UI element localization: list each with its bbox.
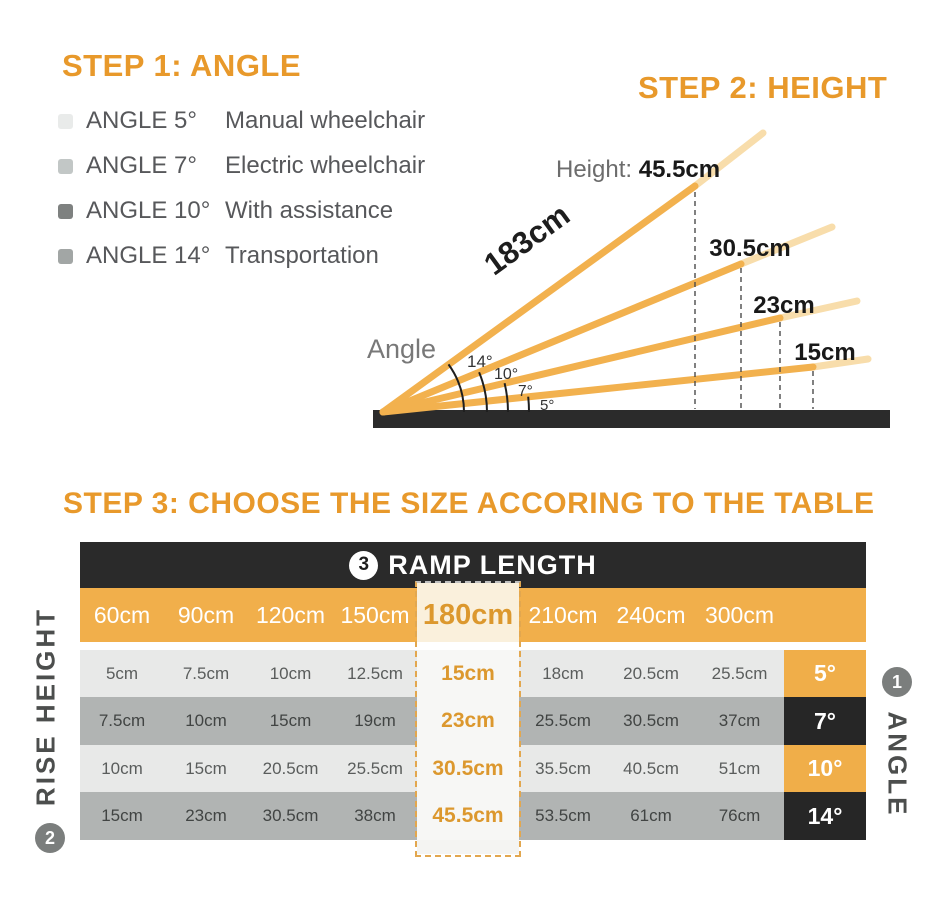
ramp-lines	[383, 186, 813, 412]
cell: 25.5cm	[711, 663, 768, 683]
arc-label-7deg: 7°	[518, 383, 533, 400]
angle-cell-5deg: 5°	[784, 650, 866, 697]
length-300: 300cm	[704, 601, 775, 628]
cell: 38cm	[354, 806, 396, 825]
cell: 20.5cm	[623, 663, 679, 683]
cell: 40.5cm	[623, 758, 679, 778]
length-180-highlighted: 180cm	[417, 588, 519, 642]
cell: 15cm	[269, 711, 312, 730]
step1-title: STEP 1: ANGLE	[62, 48, 302, 83]
highlight-column-tail	[417, 840, 519, 854]
table-row-5deg	[80, 650, 866, 697]
table-row-14deg	[80, 792, 866, 840]
cell: 19cm	[354, 711, 396, 730]
cell: 25.5cm	[535, 711, 591, 730]
cell: 30.5cm	[262, 806, 319, 825]
length-60: 60cm	[93, 601, 151, 628]
height-label-30: 30.5cm	[709, 235, 791, 262]
arc-label-5deg: 5°	[540, 397, 555, 414]
length-240: 240cm	[616, 601, 686, 628]
ramp-length-header-bar	[80, 542, 866, 588]
legend-angle-label: ANGLE 14°	[86, 242, 211, 269]
cell-highlighted: 15cm	[417, 650, 519, 697]
height-label-15: 15cm	[794, 339, 856, 366]
swatch-10deg	[58, 204, 73, 219]
legend-angle-label: ANGLE 7°	[86, 152, 197, 179]
length-120: 120cm	[255, 601, 326, 628]
rise-height-axis-label: RISE HEIGHT	[30, 606, 61, 807]
ramp-line-5deg	[383, 367, 813, 412]
swatch-14deg	[58, 249, 73, 264]
ramp-angle-diagram	[350, 120, 950, 435]
cell: 10cm	[101, 758, 143, 778]
legend-desc: Transportation	[225, 242, 379, 269]
ramp-length-title: RAMP LENGTH	[388, 549, 597, 580]
cell-highlighted: 30.5cm	[417, 745, 519, 792]
angle-cell-10deg: 10°	[784, 745, 866, 792]
badge-1: 1	[882, 667, 912, 697]
length-90: 90cm	[177, 601, 235, 628]
cell-highlighted: 23cm	[417, 697, 519, 745]
arc-label-14deg: 14°	[467, 352, 493, 371]
cell: 61cm	[630, 806, 672, 825]
legend-desc: With assistance	[225, 197, 394, 224]
swatch-7deg	[58, 159, 73, 174]
angle-cell-7deg: 7°	[784, 697, 866, 745]
badge-2: 2	[35, 823, 65, 853]
table-row-10deg	[80, 745, 866, 792]
legend-desc: Manual wheelchair	[225, 107, 426, 134]
angle-axis-label: ANGLE	[882, 711, 913, 818]
length-210: 210cm	[528, 601, 598, 628]
badge-3: 3	[349, 551, 378, 580]
highlight-column-cream-strip	[417, 583, 519, 588]
angle-cell-14deg: 14°	[784, 792, 866, 840]
cell: 30.5cm	[623, 711, 679, 730]
length-150: 150cm	[340, 601, 410, 628]
angle-word-label: Angle	[367, 334, 437, 364]
legend-desc: Electric wheelchair	[225, 152, 426, 179]
step2-title: STEP 2: HEIGHT	[638, 70, 888, 105]
cell: 15cm	[101, 806, 143, 825]
cell: 51cm	[718, 758, 761, 778]
cell: 53.5cm	[535, 806, 591, 825]
cell: 37cm	[718, 711, 761, 730]
ramp-length-label: 183cm	[477, 196, 577, 283]
height-label-23: 23cm	[753, 292, 815, 319]
table-row-7deg	[80, 697, 866, 745]
cell-highlighted: 45.5cm	[417, 792, 519, 840]
length-header-row	[80, 588, 866, 642]
legend-angle-label: ANGLE 10°	[86, 197, 211, 224]
cell: 7.5cm	[182, 663, 230, 683]
cell: 23cm	[185, 806, 227, 825]
cell: 10cm	[185, 711, 227, 730]
step3-title: STEP 3: CHOOSE THE SIZE ACCORING TO THE TABLE	[63, 487, 875, 520]
cell: 20.5cm	[262, 758, 319, 778]
legend-angle-label: ANGLE 5°	[86, 107, 197, 134]
cell: 5cm	[105, 663, 139, 683]
height-label-45: Height: 45.5cm	[556, 156, 721, 183]
cell: 10cm	[269, 663, 312, 683]
cell: 15cm	[185, 758, 227, 778]
cell: 76cm	[718, 806, 761, 825]
cell: 35.5cm	[535, 758, 591, 778]
arc-label-10deg: 10°	[494, 366, 519, 383]
ground-bar	[373, 410, 890, 428]
length-header-spacer	[784, 588, 866, 642]
cell: 12.5cm	[347, 663, 403, 683]
cell: 25.5cm	[347, 758, 403, 778]
cell: 7.5cm	[98, 711, 146, 730]
cell: 18cm	[542, 663, 584, 683]
swatch-5deg	[58, 114, 73, 129]
